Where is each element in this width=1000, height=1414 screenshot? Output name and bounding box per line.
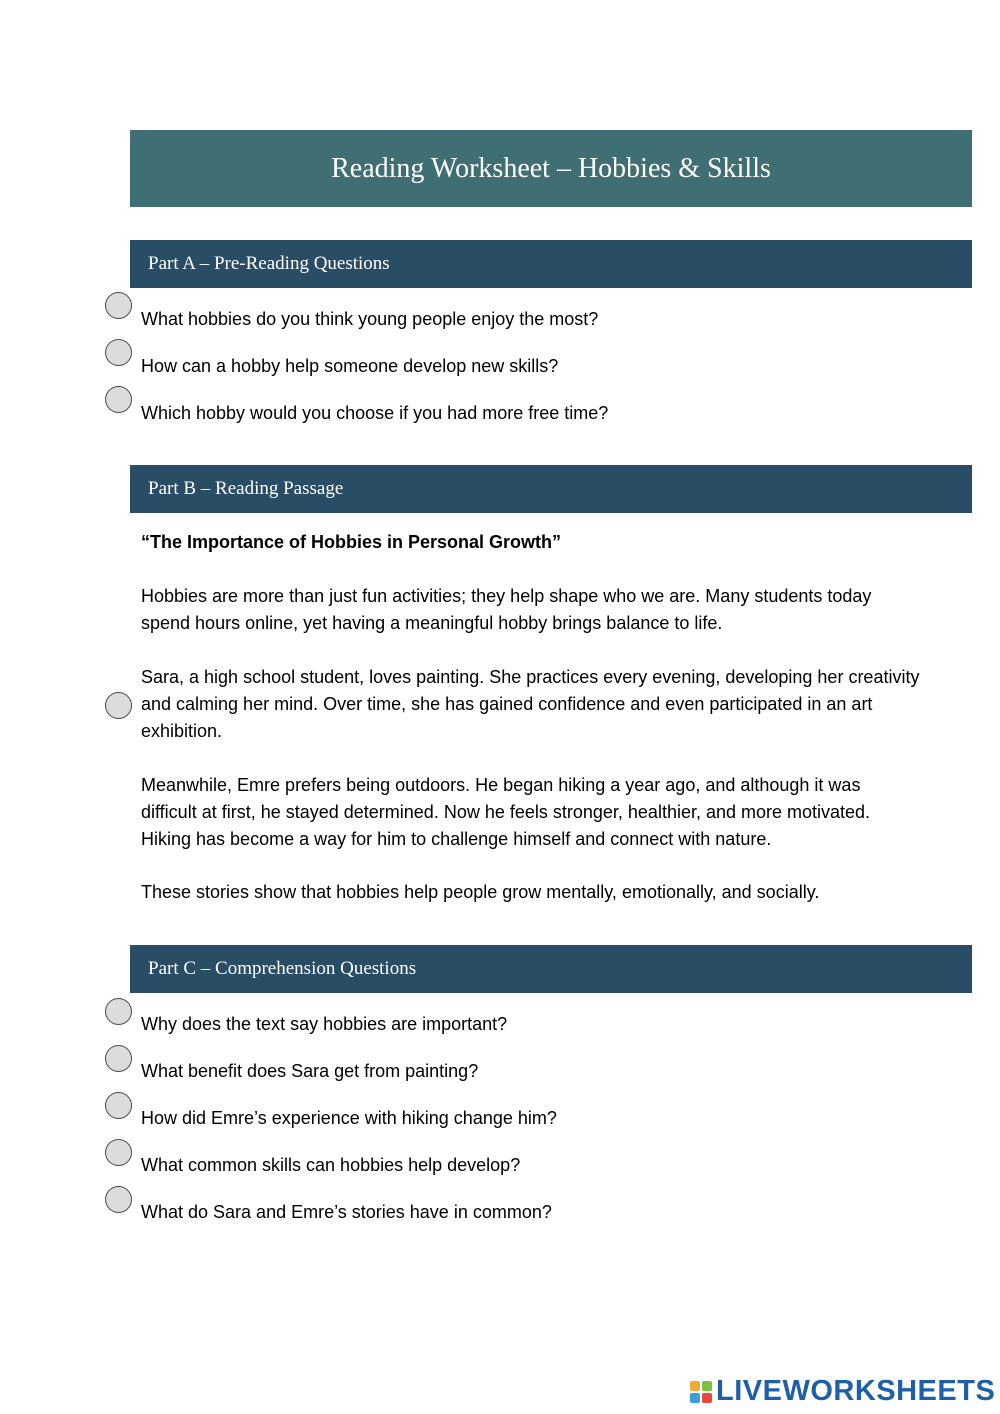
part-a-heading: Part A – Pre-Reading Questions	[130, 240, 972, 288]
part-c-question-3: How did Emre’s experience with hiking change him?	[141, 1108, 557, 1128]
passage-paragraph-4: These stories show that hobbies help people grow mentally, emotionally, and socially.	[141, 882, 820, 902]
part-c-question-1: Why does the text say hobbies are important?	[141, 1014, 508, 1034]
part-c-question-4: What common skills can hobbies help develop?	[141, 1155, 521, 1175]
passage-radio[interactable]	[105, 692, 132, 719]
liveworksheets-logo[interactable]	[690, 1375, 995, 1408]
part-a-question-1: What hobbies do you think young people enjoy the most?	[141, 309, 599, 329]
worksheet-title: Reading Worksheet – Hobbies & Skills	[130, 130, 972, 207]
passage-paragraph-3: Meanwhile, Emre prefers being outdoors. He began hiking a year ago, and although it was difficult at first, he stayed determined. Now he feels stronger, healthier, and more motivated. Hiking has become a way for him to challenge himself and connect with nature.	[141, 775, 871, 849]
part-c-question-2: What benefit does Sara get from painting?	[141, 1061, 479, 1081]
part-a-radio-1[interactable]	[105, 292, 132, 319]
part-c-radio-1[interactable]	[105, 998, 132, 1025]
part-c-radio-3[interactable]	[105, 1092, 132, 1119]
passage-title: “The Importance of Hobbies in Personal Growth”	[141, 532, 562, 552]
part-c-radio-2[interactable]	[105, 1045, 132, 1072]
passage-paragraph-1: Hobbies are more than just fun activities; they help shape who we are. Many students today spend hours online, yet having a meaningful hobby brings balance to life.	[141, 586, 872, 633]
liveworksheets-logo-text: LIVEWORKSHEETS	[716, 1375, 996, 1407]
part-c-radio-4[interactable]	[105, 1139, 132, 1166]
part-a-radio-2[interactable]	[105, 339, 132, 366]
part-b-heading: Part B – Reading Passage	[130, 465, 972, 513]
part-c-heading: Part C – Comprehension Questions	[130, 945, 972, 993]
part-a-question-2: How can a hobby help someone develop new skills?	[141, 356, 559, 376]
part-a-radio-3[interactable]	[105, 386, 132, 413]
liveworksheets-logo-icon	[690, 1381, 712, 1403]
part-c-question-5: What do Sara and Emre’s stories have in common?	[141, 1202, 552, 1222]
part-a-question-3: Which hobby would you choose if you had more free time?	[141, 403, 609, 423]
part-c-radio-5[interactable]	[105, 1186, 132, 1213]
passage-paragraph-2: Sara, a high school student, loves painting. She practices every evening, developing her creativity and calming her mind. Over time, she has gained confidence and even participated in an art exhibition.	[141, 667, 920, 741]
